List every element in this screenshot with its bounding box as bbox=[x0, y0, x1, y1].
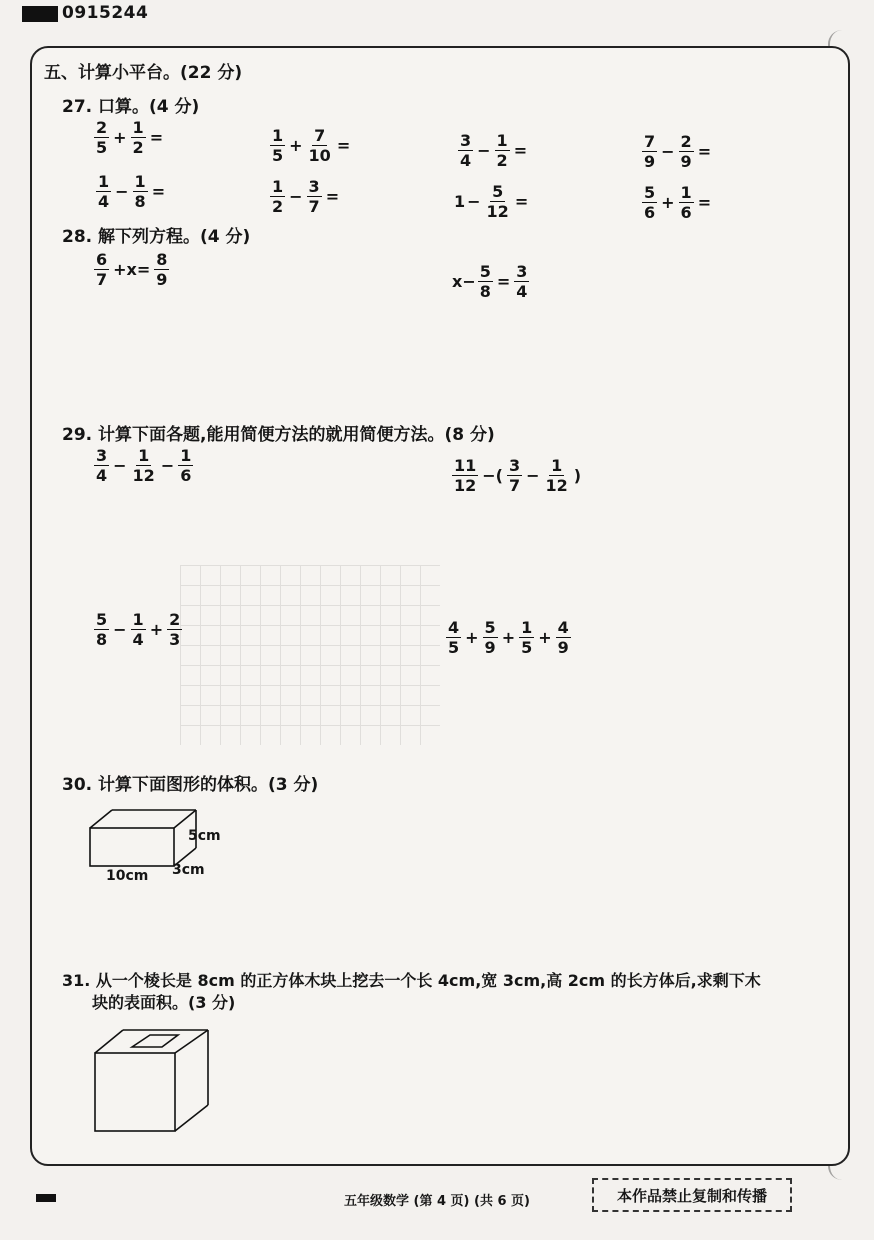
fraction: $\frac{2}{3}$ bbox=[169, 610, 181, 649]
fraction: 3 7 bbox=[508, 456, 521, 495]
q29-expression-1: 3 4 − $\frac{1}{12}$ − $\frac{1}{6}$ bbox=[96, 446, 192, 485]
fraction: $\frac{2}{9}$ bbox=[680, 132, 692, 171]
height-label: 5cm bbox=[188, 828, 221, 844]
fraction: $\frac{1}{4}$ bbox=[132, 610, 144, 649]
fraction: 5 6 bbox=[644, 183, 656, 222]
fraction: $\frac{8}{9}$ bbox=[156, 250, 168, 289]
fraction: $\frac{1}{5}$ bbox=[521, 618, 533, 657]
width-label: 3cm bbox=[172, 862, 205, 878]
cuboid-figure bbox=[80, 800, 240, 890]
fraction: $\frac{5}{8}$ bbox=[479, 262, 491, 301]
fraction: $\frac{4}{9}$ bbox=[557, 618, 569, 657]
q27-item-7: 1 − $\frac{5}{12}$ = bbox=[454, 182, 529, 221]
fraction: 4 5 bbox=[448, 618, 460, 657]
q27-item-1: 2 5 + $\frac{1}{2}$ = bbox=[96, 118, 164, 157]
fraction: 3 4 bbox=[96, 446, 108, 485]
q29-expression-2: 11 12 −( 3 7 − $\frac{1}{12}$ ) bbox=[454, 456, 582, 495]
fraction: $\frac{1}{2}$ bbox=[496, 131, 508, 170]
q27-item-3: 3 4 − $\frac{1}{2}$ = bbox=[460, 131, 528, 170]
q29-expression-4: 4 5 + $\frac{5}{9}$ + $\frac{1}{5}$ + $\frac{4}{9}$ bbox=[448, 618, 569, 657]
fraction: $\frac{5}{12}$ bbox=[486, 182, 509, 221]
q27-item-6: 1 2 − $\frac{3}{7}$ = bbox=[272, 177, 340, 216]
q29-title: 29. 计算下面各题,能用简便方法的就用简便方法。(8 分) bbox=[62, 425, 495, 445]
fraction: 6 7 bbox=[96, 250, 108, 289]
header-block-mark bbox=[22, 6, 58, 22]
q31-title-line-1: 31. 从一个棱长是 8cm 的正方体木块上挖去一个长 4cm,宽 3cm,高 2cm 的长方体后,求剩下木 bbox=[62, 971, 761, 990]
q27-item-4: 7 9 − $\frac{2}{9}$ = bbox=[644, 132, 712, 171]
fraction: $\frac{3}{7}$ bbox=[308, 177, 320, 216]
q28-equation-1: 6 7 +x= $\frac{8}{9}$ bbox=[96, 250, 168, 289]
q29-expression-3: 5 8 − $\frac{1}{4}$ + $\frac{2}{3}$ bbox=[96, 610, 181, 649]
fraction: 7 9 bbox=[644, 132, 656, 171]
q27-item-2: 1 5 + $\frac{7}{10}$ = bbox=[272, 126, 351, 165]
q27-title: 27. 口算。(4 分) bbox=[62, 97, 200, 117]
copyright-stamp: 本作品禁止复制和传播 bbox=[592, 1178, 792, 1212]
q27-item-5: 1 4 − $\frac{1}{8}$ = bbox=[98, 172, 166, 211]
fraction: 3 4 bbox=[460, 131, 472, 170]
faint-background-grid bbox=[180, 565, 440, 745]
fraction: 1 4 bbox=[98, 172, 110, 211]
header-bar bbox=[0, 0, 874, 30]
fraction: $\frac{7}{10}$ bbox=[308, 126, 331, 165]
fraction: $\frac{1}{12}$ bbox=[545, 456, 568, 495]
fraction: 5 8 bbox=[96, 610, 108, 649]
fraction: $\frac{1}{12}$ bbox=[132, 446, 155, 485]
fraction: $\frac{1}{6}$ bbox=[680, 183, 692, 222]
q31-title-line-2: 块的表面积。(3 分) bbox=[92, 993, 236, 1012]
fraction: $\frac{1}{8}$ bbox=[134, 172, 146, 211]
q28-title: 28. 解下列方程。(4 分) bbox=[62, 227, 251, 247]
fraction: 1 2 bbox=[272, 177, 284, 216]
length-label: 10cm bbox=[106, 868, 149, 884]
fraction: $\frac{1}{2}$ bbox=[132, 118, 144, 157]
page-number: 五年级数学 (第 4 页) (共 6 页) bbox=[343, 1194, 530, 1209]
q27-item-8: 5 6 + $\frac{1}{6}$ = bbox=[644, 183, 712, 222]
fraction: 11 12 bbox=[454, 456, 477, 495]
fraction: $\frac{1}{6}$ bbox=[180, 446, 192, 485]
cube-with-hole-figure bbox=[90, 1025, 225, 1135]
q28-equation-2: x− $\frac{5}{8}$ = $\frac{3}{4}$ bbox=[452, 262, 528, 301]
q30-title: 30. 计算下面图形的体积。(3 分) bbox=[62, 775, 319, 795]
fraction: $\frac{5}{9}$ bbox=[484, 618, 496, 657]
fraction: 2 5 bbox=[96, 118, 108, 157]
document-code: 0915244 bbox=[62, 3, 149, 23]
section-title: 五、计算小平台。(22 分) bbox=[44, 63, 243, 83]
fraction: $\frac{3}{4}$ bbox=[516, 262, 528, 301]
fraction: 1 5 bbox=[272, 126, 284, 165]
